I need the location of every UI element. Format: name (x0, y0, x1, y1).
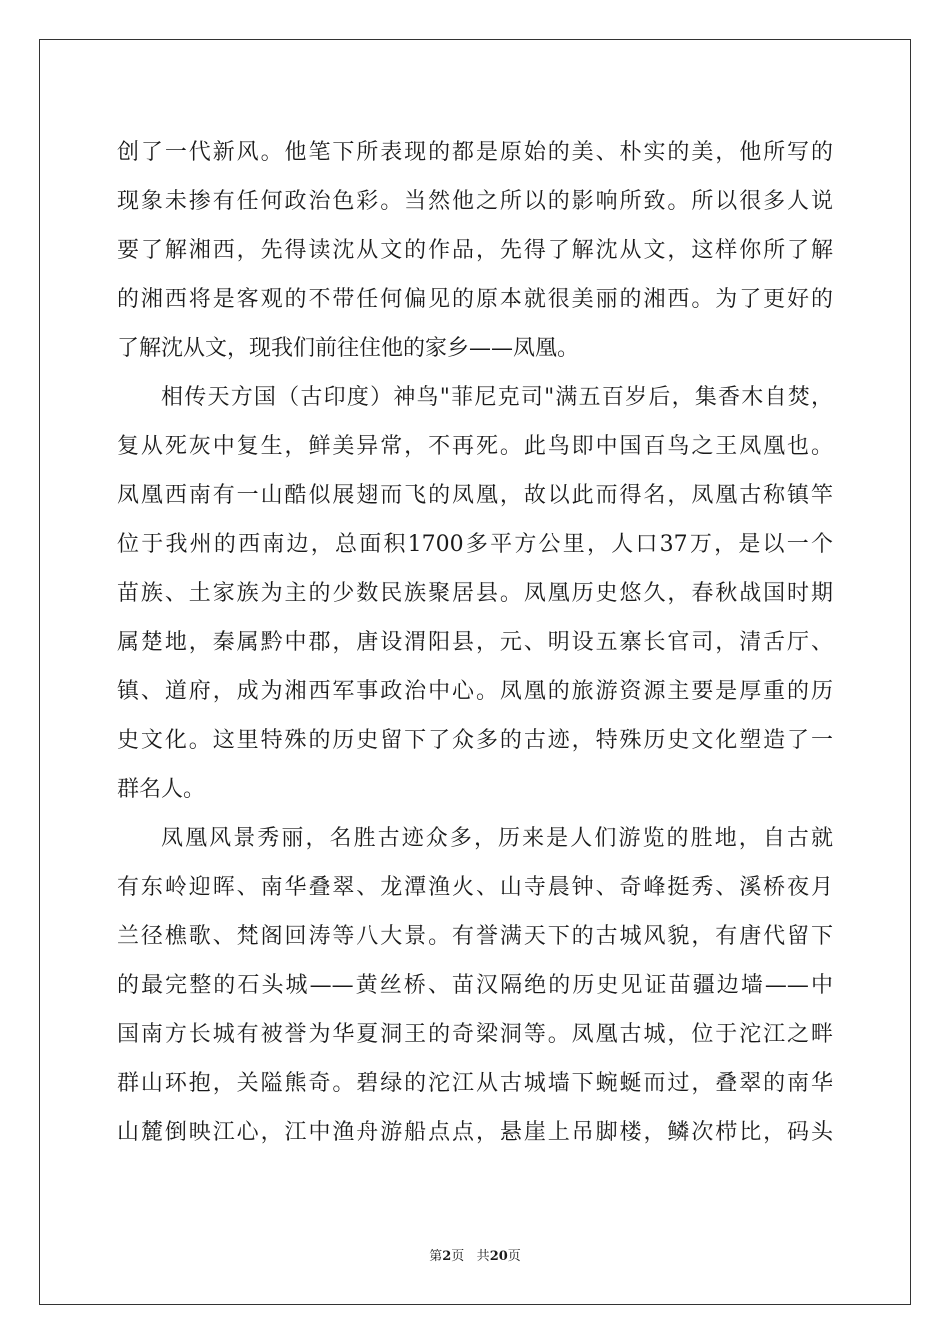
text-line: 镇、道府，成为湘西军事政治中心。凤凰的旅游资源主要是厚重的历 (117, 679, 833, 704)
footer-page-prefix: 第 (429, 1249, 443, 1264)
text-line: 创了一代新风。他笔下所表现的都是原始的美、朴实的美，他所写的 (117, 140, 833, 165)
footer-total-pages: 20 (489, 1249, 508, 1264)
footer-page-suffix: 页 (451, 1249, 465, 1264)
text-line: 群山环抱，关隘熊奇。碧绿的沱江从古城墙下蜿蜒而过，叠翠的南华 (117, 1071, 833, 1096)
text-line: 了解沈从文，现我们前往住他的家乡——凤凰。 (117, 336, 580, 361)
text-line: 的湘西将是客观的不带任何偏见的原本就很美丽的湘西。为了更好的 (117, 287, 833, 312)
text-line: 要了解湘西，先得读沈从文的作品，先得了解沈从文，这样你所了解 (117, 238, 833, 263)
footer-total-prefix: 共 (476, 1249, 490, 1264)
text-line: 属楚地，秦属黔中郡，唐设渭阳县，元、明设五寨长官司，清舌厅、 (117, 630, 833, 655)
footer-total-suffix: 页 (507, 1249, 521, 1264)
text-line: 山麓倒映江心，江中渔舟游船点点，悬崖上吊脚楼，鳞次栉比，码头 (117, 1120, 833, 1145)
text-line: 凤凰风景秀丽，名胜古迹众多，历来是人们游览的胜地，自古就 (161, 826, 833, 851)
text-line: 苗族、土家族为主的少数民族聚居县。凤凰历史悠久，春秋战国时期 (117, 581, 833, 606)
text-line: 位于我州的西南边，总面积1700多平方公里，人口37万，是以一个 (117, 532, 833, 557)
text-line: 有东岭迎晖、南华叠翠、龙潭渔火、山寺晨钟、奇峰挺秀、溪桥夜月 (117, 875, 833, 900)
page-footer (0, 1247, 950, 1267)
text-line: 兰径樵歌、梵阁回涛等八大景。有誉满天下的古城风貌，有唐代留下 (117, 924, 833, 949)
document-body (117, 128, 833, 1157)
text-line: 相传天方国（古印度）神鸟"菲尼克司"满五百岁后，集香木自焚， (161, 385, 833, 410)
text-line: 史文化。这里特殊的历史留下了众多的古迹，特殊历史文化塑造了一 (117, 728, 833, 753)
text-line: 复从死灰中复生，鲜美异常，不再死。此鸟即中国百鸟之王凤凰也。 (117, 434, 833, 459)
text-line: 国南方长城有被誉为华夏洞王的奇梁洞等。凤凰古城，位于沱江之畔 (117, 1022, 833, 1047)
text-line: 凤凰西南有一山酷似展翅而飞的凤凰，故以此而得名，凤凰古称镇竿 (117, 483, 833, 508)
text-line: 的最完整的石头城——黄丝桥、苗汉隔绝的历史见证苗疆边墙——中 (117, 973, 833, 998)
text-line: 现象未掺有任何政治色彩。当然他之所以的影响所致。所以很多人说 (117, 189, 833, 214)
text-line: 群名人。 (117, 777, 206, 802)
footer-page-number: 2 (442, 1249, 452, 1264)
